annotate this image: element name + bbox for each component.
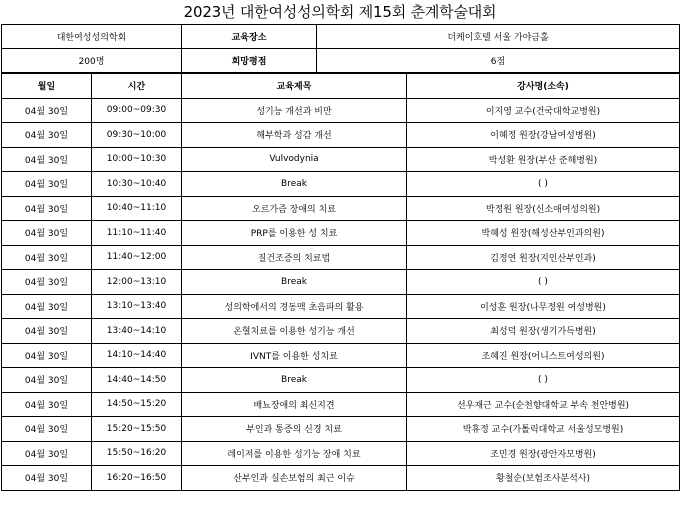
schedule-body xyxy=(2,98,680,490)
lecturer-cell: 이혜정 원장(강남여성병원) xyxy=(407,123,680,148)
date-cell: 04월 30일 xyxy=(2,98,92,123)
date-cell: 04월 30일 xyxy=(2,441,92,466)
time-cell: 14:40~14:50 xyxy=(92,368,182,393)
lecturer-cell: 황철순(보험조사분석사) xyxy=(407,466,680,491)
time-cell: 14:10~14:40 xyxy=(92,343,182,368)
date-cell: 04월 30일 xyxy=(2,417,92,442)
score-label: 희망평점 xyxy=(182,49,317,73)
table-row xyxy=(2,245,680,270)
lecturer-cell: ( ) xyxy=(407,172,680,197)
schedule-header-row xyxy=(2,74,680,99)
topic-cell: 레이저를 이용한 성기능 장애 치료 xyxy=(182,441,407,466)
topic-cell: 성의학에서의 경동맥 초음파의 활용 xyxy=(182,294,407,319)
lecturer-cell: 조혜진 원장(어니스트여성의원) xyxy=(407,343,680,368)
event-info-table xyxy=(1,24,680,73)
time-cell: 11:10~11:40 xyxy=(92,221,182,246)
venue-cell: 더케이호텔 서울 가야금홀 xyxy=(317,25,680,49)
table-row xyxy=(2,417,680,442)
topic-cell: Break xyxy=(182,368,407,393)
topic-cell: 배뇨장애의 최신지견 xyxy=(182,392,407,417)
header-time: 시간 xyxy=(92,74,182,99)
time-cell: 15:50~16:20 xyxy=(92,441,182,466)
time-cell: 13:40~14:10 xyxy=(92,319,182,344)
lecturer-cell: 선우재근 교수(순천향대학교 부속 천안병원) xyxy=(407,392,680,417)
table-row xyxy=(2,368,680,393)
lecturer-cell: 박혜성 원장(해성산부인과의원) xyxy=(407,221,680,246)
venue-label: 교육장소 xyxy=(182,25,317,49)
time-cell: 15:20~15:50 xyxy=(92,417,182,442)
topic-cell: 부인과 통증의 신경 치료 xyxy=(182,417,407,442)
time-cell: 10:00~10:30 xyxy=(92,147,182,172)
table-row xyxy=(2,294,680,319)
date-cell: 04월 30일 xyxy=(2,147,92,172)
topic-cell: Vulvodynia xyxy=(182,147,407,172)
date-cell: 04월 30일 xyxy=(2,343,92,368)
schedule-table xyxy=(1,73,680,491)
table-row xyxy=(2,270,680,295)
lecturer-cell: 최성덕 원장(생기가득병원) xyxy=(407,319,680,344)
lecturer-cell: 이성훈 원장(나무정원 여성병원) xyxy=(407,294,680,319)
time-cell: 11:40~12:00 xyxy=(92,245,182,270)
topic-cell: PRP를 이용한 성 치료 xyxy=(182,221,407,246)
date-cell: 04월 30일 xyxy=(2,221,92,246)
lecturer-cell: 박휴정 교수(가톨릭대학교 서울성모병원) xyxy=(407,417,680,442)
header-lecturer: 강사명(소속) xyxy=(407,74,680,99)
header-topic: 교육제목 xyxy=(182,74,407,99)
table-row xyxy=(2,221,680,246)
topic-cell: 해부학과 성감 개선 xyxy=(182,123,407,148)
table-row xyxy=(2,98,680,123)
date-cell: 04월 30일 xyxy=(2,368,92,393)
table-row xyxy=(2,319,680,344)
time-cell: 12:00~13:10 xyxy=(92,270,182,295)
topic-cell: 온혈치료를 이용한 성기능 개선 xyxy=(182,319,407,344)
time-cell: 10:40~11:10 xyxy=(92,196,182,221)
lecturer-cell: ( ) xyxy=(407,270,680,295)
lecturer-cell: 박성환 원장(부산 준해병원) xyxy=(407,147,680,172)
table-row xyxy=(2,392,680,417)
topic-cell: 질건조증의 치료법 xyxy=(182,245,407,270)
topic-cell: 성기능 개선과 비만 xyxy=(182,98,407,123)
date-cell: 04월 30일 xyxy=(2,392,92,417)
topic-cell: Break xyxy=(182,172,407,197)
date-cell: 04월 30일 xyxy=(2,466,92,491)
lecturer-cell: 이지영 교수(건국대학교병원) xyxy=(407,98,680,123)
table-row xyxy=(2,466,680,491)
organizer-cell: 대한여성성의학회 xyxy=(2,25,182,49)
time-cell: 10:30~10:40 xyxy=(92,172,182,197)
time-cell: 09:00~09:30 xyxy=(92,98,182,123)
date-cell: 04월 30일 xyxy=(2,123,92,148)
time-cell: 16:20~16:50 xyxy=(92,466,182,491)
lecturer-cell: 박정원 원장(신소애여성의원) xyxy=(407,196,680,221)
info-row-organizer-venue xyxy=(2,25,680,49)
date-cell: 04월 30일 xyxy=(2,245,92,270)
lecturer-cell: 조민경 원장(광안자모병원) xyxy=(407,441,680,466)
table-row xyxy=(2,441,680,466)
topic-cell: 오르가즘 장애의 치료 xyxy=(182,196,407,221)
table-row xyxy=(2,196,680,221)
time-cell: 13:10~13:40 xyxy=(92,294,182,319)
date-cell: 04월 30일 xyxy=(2,270,92,295)
table-row xyxy=(2,343,680,368)
table-row xyxy=(2,147,680,172)
header-date: 월일 xyxy=(2,74,92,99)
lecturer-cell: ( ) xyxy=(407,368,680,393)
date-cell: 04월 30일 xyxy=(2,172,92,197)
table-row xyxy=(2,123,680,148)
date-cell: 04월 30일 xyxy=(2,319,92,344)
info-row-capacity-score xyxy=(2,49,680,73)
date-cell: 04월 30일 xyxy=(2,294,92,319)
lecturer-cell: 김정연 원장(지인산부인과) xyxy=(407,245,680,270)
topic-cell: IVNT를 이용한 성치료 xyxy=(182,343,407,368)
capacity-cell: 200명 xyxy=(2,49,182,73)
document-title: 2023년 대한여성성의학회 제15회 춘계학술대회 xyxy=(183,3,497,21)
topic-cell: 산부인과 실손보험의 최근 이슈 xyxy=(182,466,407,491)
time-cell: 14:50~15:20 xyxy=(92,392,182,417)
score-cell: 6점 xyxy=(317,49,680,73)
date-cell: 04월 30일 xyxy=(2,196,92,221)
topic-cell: Break xyxy=(182,270,407,295)
time-cell: 09:30~10:00 xyxy=(92,123,182,148)
table-row xyxy=(2,172,680,197)
